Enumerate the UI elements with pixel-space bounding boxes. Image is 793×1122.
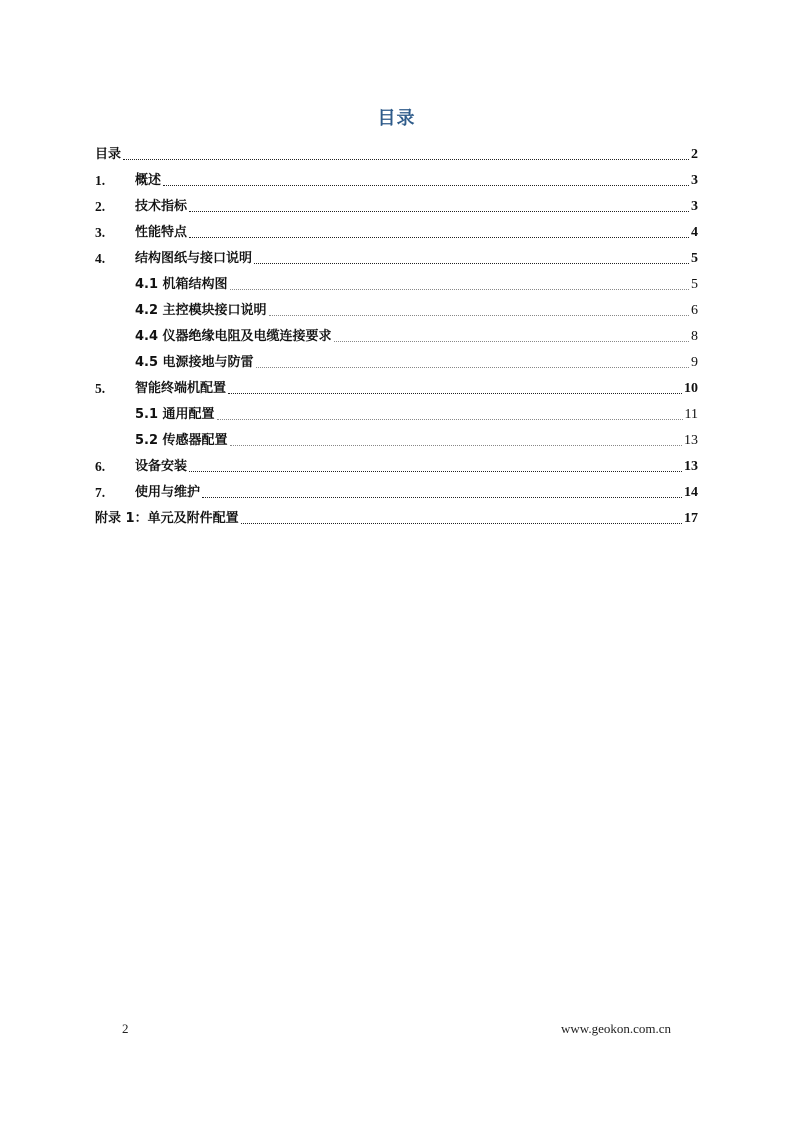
toc-entry[interactable] <box>95 478 698 504</box>
page-title: 目录 <box>377 108 416 129</box>
toc-dot-leader <box>163 184 689 186</box>
toc-entry[interactable] <box>95 452 698 478</box>
toc-entry-page: 13 <box>684 433 698 448</box>
toc-entry-number: 7. <box>95 485 106 500</box>
toc-entry-label: 性能特点 <box>135 225 188 240</box>
toc-entry-page: 14 <box>684 485 698 500</box>
table-of-contents <box>95 140 698 530</box>
toc-entry-page: 5 <box>691 251 698 266</box>
toc-entry[interactable] <box>95 426 698 452</box>
toc-entry-number: 4. <box>95 251 106 266</box>
toc-entry[interactable] <box>95 244 698 270</box>
toc-dot-leader <box>230 288 689 290</box>
toc-entry-label: 结构图纸与接口说明 <box>135 251 253 266</box>
toc-entry-label: 附录 1：单元及附件配置 <box>95 511 239 526</box>
toc-dot-leader <box>189 470 682 472</box>
toc-entry[interactable] <box>95 348 698 374</box>
toc-entry-label: 4.5 电源接地与防雷 <box>135 355 254 370</box>
toc-entry[interactable] <box>95 270 698 296</box>
toc-entry-page: 8 <box>691 329 698 344</box>
footer-page-number: 2 <box>122 1021 129 1036</box>
toc-entry-page: 17 <box>684 511 698 526</box>
toc-dot-leader <box>254 262 689 264</box>
toc-entry-page: 3 <box>691 173 698 188</box>
toc-entry[interactable] <box>95 140 698 166</box>
toc-entry-label: 目录 <box>95 147 122 162</box>
toc-entry-page: 9 <box>691 355 698 370</box>
toc-entry-page: 6 <box>691 303 698 318</box>
toc-entry-number: 5. <box>95 381 106 396</box>
toc-entry[interactable] <box>95 374 698 400</box>
toc-entry-page: 13 <box>684 459 698 474</box>
toc-entry-label: 5.1 通用配置 <box>135 407 215 422</box>
toc-dot-leader <box>123 158 689 160</box>
toc-entry[interactable] <box>95 296 698 322</box>
toc-dot-leader <box>189 210 689 212</box>
toc-entry-number: 6. <box>95 459 106 474</box>
toc-entry-label: 技术指标 <box>135 199 188 214</box>
toc-entry-page: 2 <box>691 147 698 162</box>
toc-entry-label: 5.2 传感器配置 <box>135 433 228 448</box>
toc-entry-label: 4.1 机箱结构图 <box>135 277 228 292</box>
toc-entry-number: 3. <box>95 225 106 240</box>
toc-entry[interactable] <box>95 322 698 348</box>
footer-website: www.geokon.com.cn <box>561 1021 671 1036</box>
toc-dot-leader <box>256 366 689 368</box>
toc-entry-page: 10 <box>684 381 698 396</box>
toc-entry-number: 2. <box>95 199 106 214</box>
toc-dot-leader <box>334 340 689 342</box>
toc-entry-page: 4 <box>691 225 698 240</box>
toc-entry[interactable] <box>95 166 698 192</box>
toc-entry-label: 使用与维护 <box>135 485 201 500</box>
toc-entry-page: 5 <box>691 277 698 292</box>
toc-entry-number: 1. <box>95 173 106 188</box>
toc-dot-leader <box>241 522 682 524</box>
toc-dot-leader <box>217 418 683 420</box>
toc-entry-label: 设备安装 <box>135 459 188 474</box>
toc-entry-label: 4.4 仪器绝缘电阻及电缆连接要求 <box>135 329 332 344</box>
toc-entry[interactable] <box>95 504 698 530</box>
toc-dot-leader <box>230 444 682 446</box>
toc-dot-leader <box>189 236 689 238</box>
toc-entry-page: 3 <box>691 199 698 214</box>
toc-entry-page: 11 <box>684 407 698 422</box>
toc-entry-label: 4.2 主控模块接口说明 <box>135 303 267 318</box>
toc-dot-leader <box>228 392 682 394</box>
toc-entry[interactable] <box>95 218 698 244</box>
toc-entry-label: 智能终端机配置 <box>135 381 227 396</box>
toc-entry-label: 概述 <box>135 173 162 188</box>
toc-entry[interactable] <box>95 400 698 426</box>
toc-dot-leader <box>202 496 682 498</box>
toc-entry[interactable] <box>95 192 698 218</box>
toc-dot-leader <box>269 314 689 316</box>
